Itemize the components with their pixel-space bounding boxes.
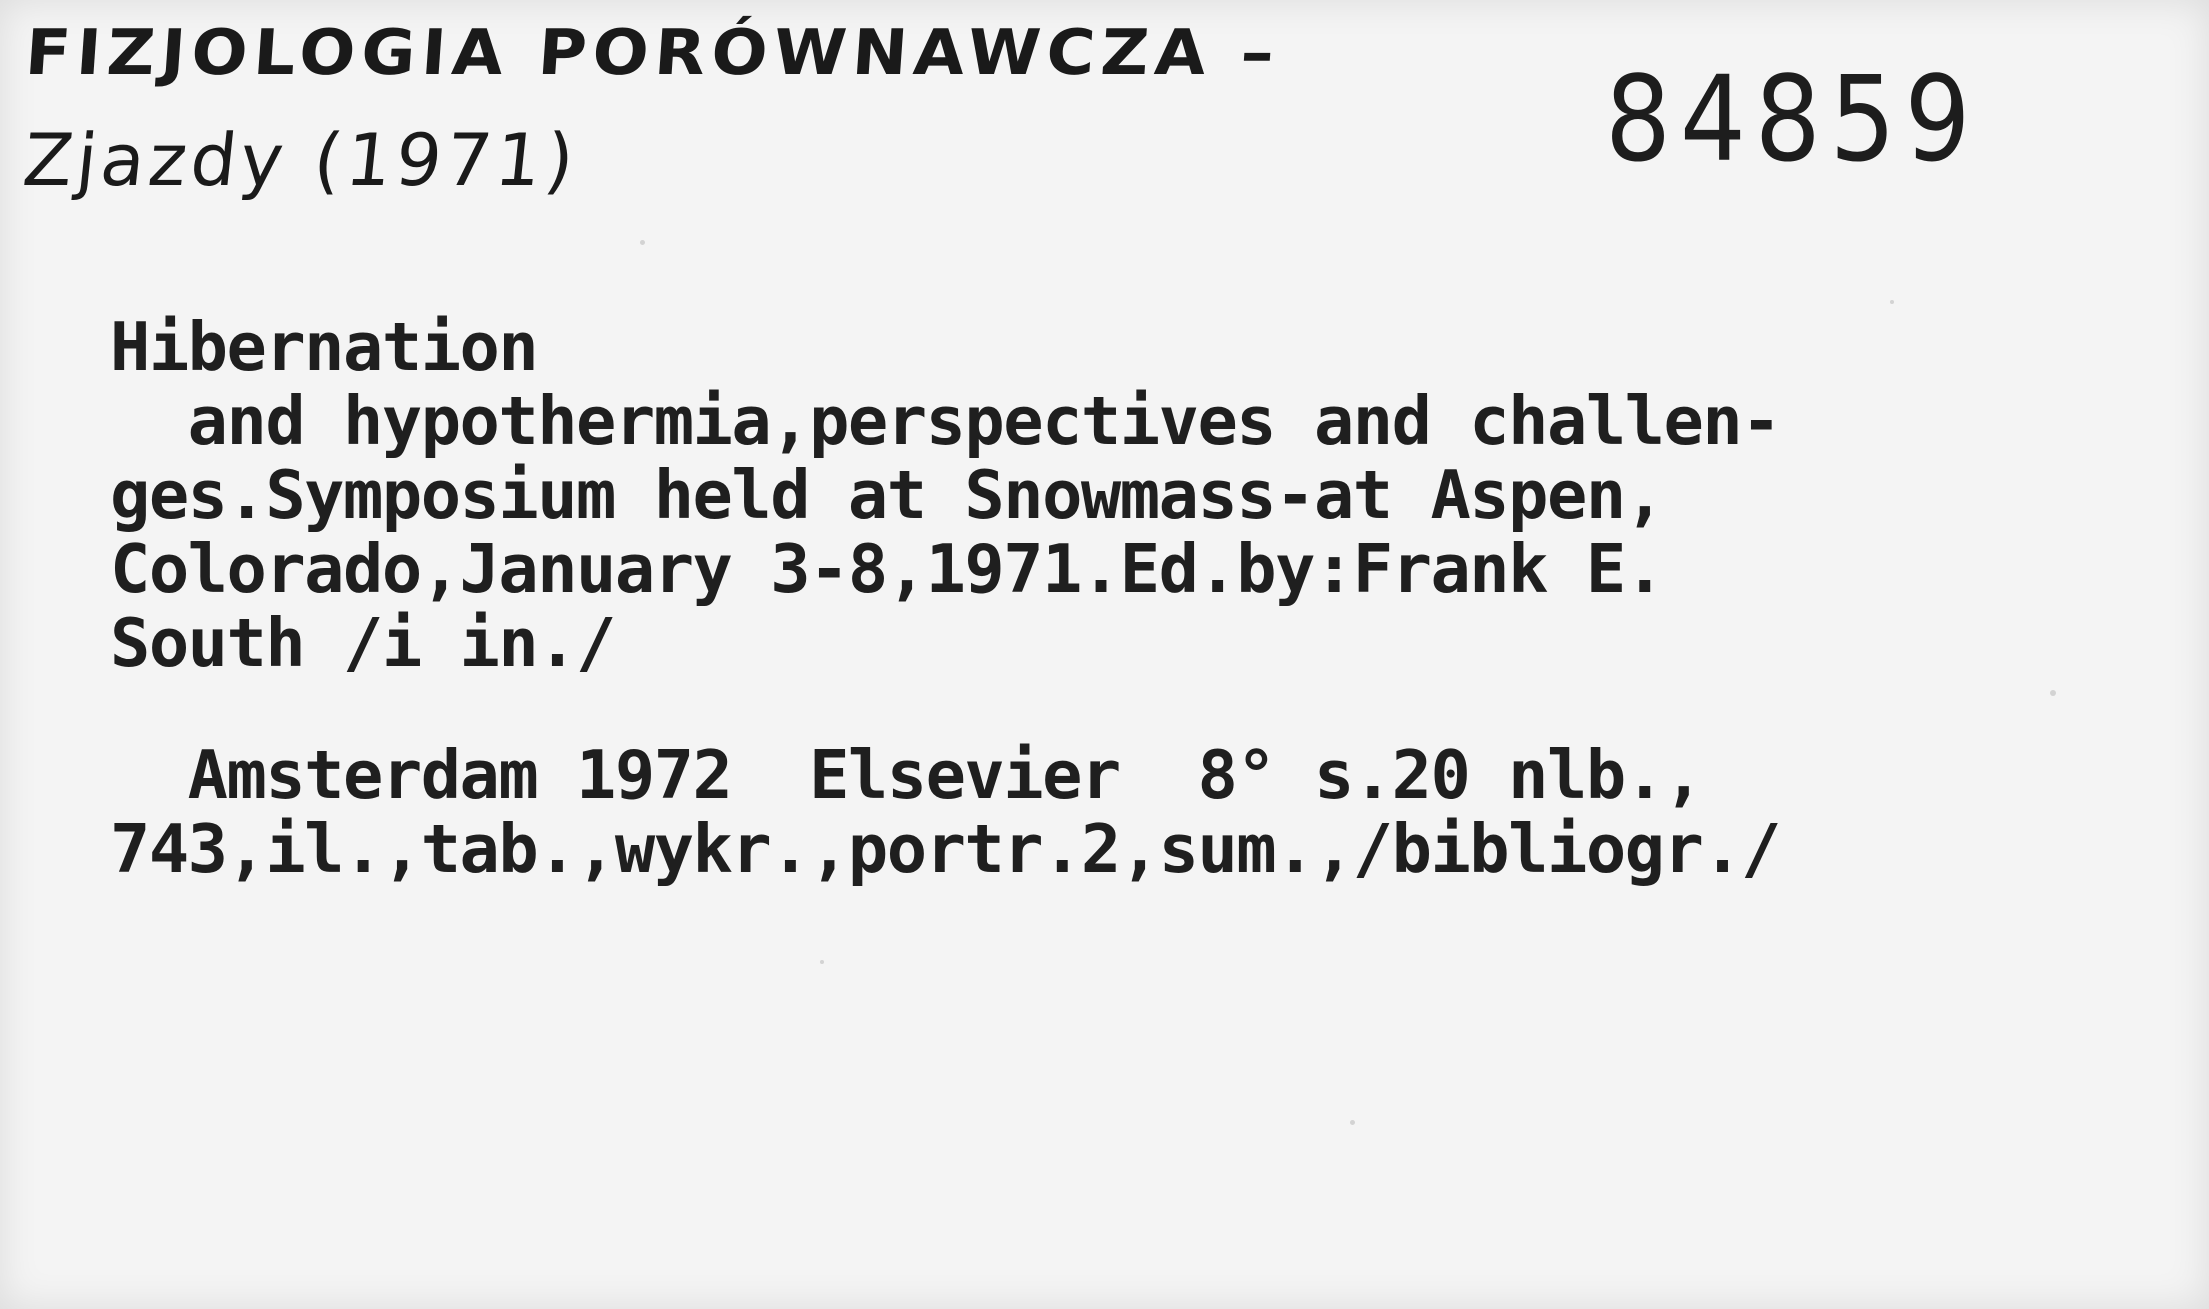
paper-speck bbox=[1350, 1120, 1355, 1125]
card-number: 84859 bbox=[1605, 50, 1980, 188]
paper-speck bbox=[820, 960, 824, 964]
paper-speck bbox=[1890, 300, 1894, 304]
paper-speck bbox=[640, 240, 645, 245]
entry-imprint-line: Amsterdam 1972 Elsevier 8° s.20 nlb., bbox=[110, 736, 1703, 814]
entry-title-line: Hibernation bbox=[110, 308, 538, 386]
entry-description-line: and hypothermia,perspectives and challen- bbox=[110, 382, 1781, 460]
subject-subheading: Zjazdy (1971) bbox=[19, 118, 582, 202]
paper-speck bbox=[2050, 690, 2056, 696]
entry-description-line: ges.Symposium held at Snowmass-at Aspen, bbox=[110, 456, 1664, 534]
entry-collation-line: 743,il.,tab.,wykr.,portr.2,sum.,/bibliogr./ bbox=[110, 810, 1781, 888]
entry-description-line: Colorado,January 3-8,1971.Ed.by:Frank E. bbox=[110, 530, 1664, 608]
entry-description-line: South /i in./ bbox=[110, 604, 615, 682]
subject-heading: FIZJOLOGIA PORÓWNAWCZA – bbox=[22, 16, 1283, 90]
